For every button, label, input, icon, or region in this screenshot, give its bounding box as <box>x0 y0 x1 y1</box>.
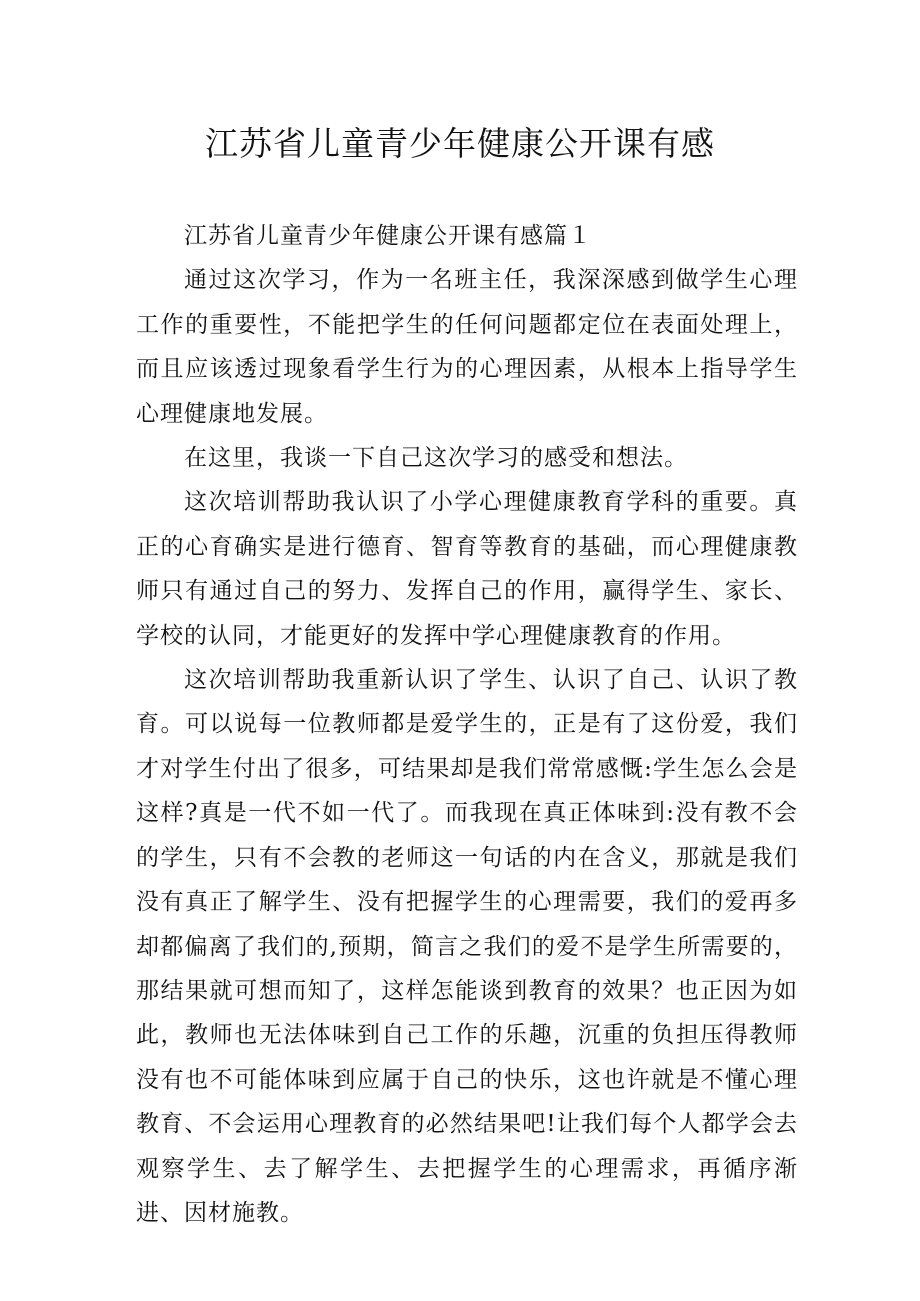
section-heading: 江苏省儿童青少年健康公开课有感篇１ <box>184 223 592 249</box>
paragraph: 通过这次学习，作为一名班主任，我深深感到做学生心理工作的重要性，不能把学生的任何问题都定位在表面处理上，而且应该透过现象看学生行为的心理因素，从根本上指导学生心理健康地发展。 <box>136 267 798 427</box>
paragraph: 在这里，我谈一下自己这次学习的感受和想法。 <box>184 445 688 472</box>
document-title: 江苏省儿童青少年健康公开课有感 <box>205 124 715 163</box>
document-body <box>136 214 798 1235</box>
paragraph: 这次培训帮助我认识了小学心理健康教育学科的重要。真正的心育确实是进行德育、智育等教育的基础，而心理健康教师只有通过自己的努力、发挥自己的作用，赢得学生、家长、学校的认同，才能更好的发挥中学心理健康教育的作用。 <box>136 489 798 649</box>
paragraph: 这次培训帮助我重新认识了学生、认识了自己、认识了教育。可以说每一位教师都是爱学生的，正是有了这份爱，我们才对学生付出了很多，可结果却是我们常常感慨:学生怎么会是这样?真是一代不如一代了。而我现在真正体味到:没有教不会的学生，只有不会教的老师这一句话的内在含义，那就是我们没有真正了解学生、没有把握学生的心理需要，我们的爱再多却都偏离了我们的,预期，简言之我们的爱不是学生所需要的，那结果就可想而知了，这样怎能谈到教育的效果？也正因为如此，教师也无法体味到自己工作的乐趣，沉重的负担压得教师没有也不可能体味到应属于自己的快乐，这也许就是不懂心理教育、不会运用心理教育的必然结果吧!让我们每个人都学会去观察学生、去了解学生、去把握学生的心理需求，再循序渐进、因材施教。 <box>136 667 798 1226</box>
